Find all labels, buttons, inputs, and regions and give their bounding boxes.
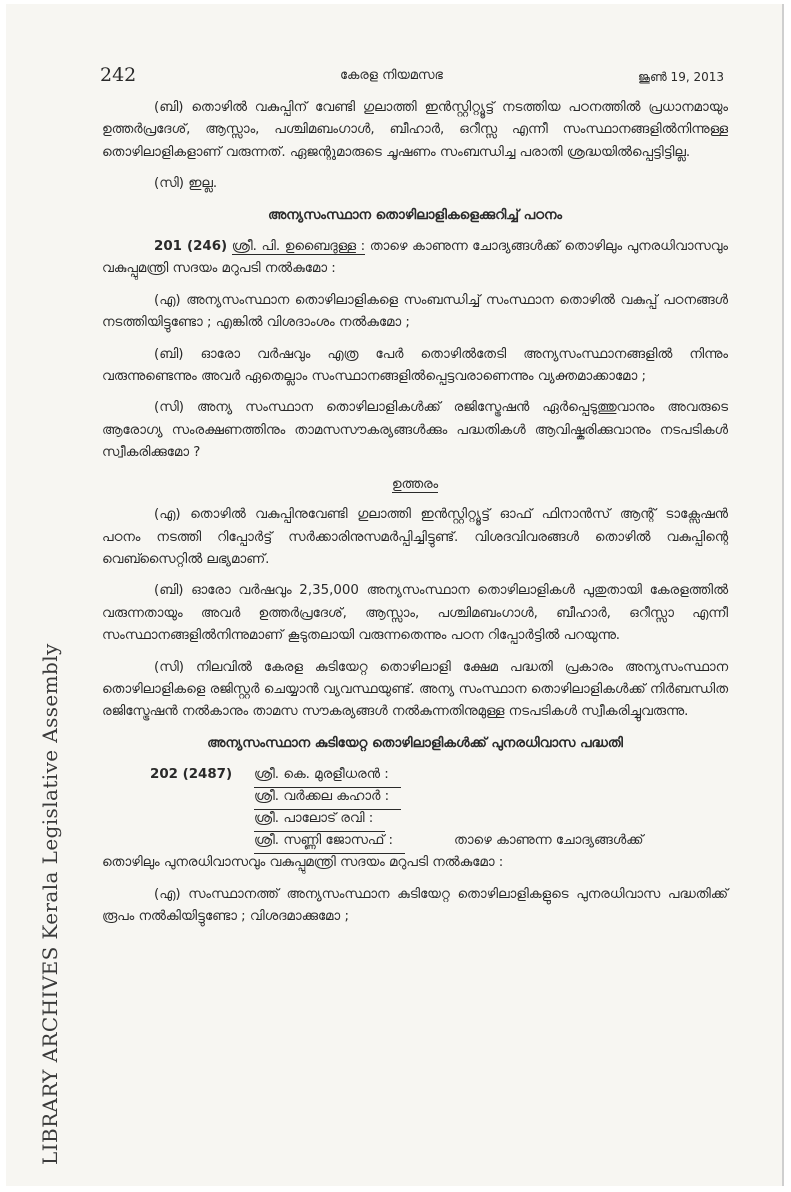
- page-header: [100, 64, 724, 88]
- previous-answer-b: (ബി) തൊഴിൽ വകുപ്പിന് വേണ്ടി ഗുലാത്തി ഇൻസ്റ്റിറ്റ്യൂട്ട് നടത്തിയ പഠനത്തിൽ പ്രധാനമായും ഉത്തർപ്രദേശ്, ആസ്സാം, പശ്ചിമബംഗാൾ, ബീഹാർ, ഒറീസ്സ എന്നീ സംസ്ഥാനങ്ങളിൽനിന്നുള്ള തൊഴിലാളികളാണ് വരുന്നത്. ഏജന്റുമാരുടെ ചൂഷണം സംബന്ധിച്ച പരാതി ശ്രദ്ധയിൽപ്പെട്ടിട്ടില്ല.: [102, 100, 728, 160]
- question-201-intro: [102, 236, 728, 281]
- question-202-intro: [102, 764, 728, 852]
- answer-heading: [102, 474, 728, 496]
- question-201-heading: അന്യസംസ്ഥാന തൊഴിലാളികളെക്കുറിച്ച് പഠനം: [267, 207, 563, 223]
- page-number: 242: [100, 64, 137, 86]
- question-202-member: ശ്രീ. സണ്ണി ജോസഫ് :: [254, 830, 405, 853]
- previous-answer-c: (സി) ഇല്ല.: [154, 176, 218, 192]
- answer-part-c: (സി) നിലവിൽ കേരള കുടിയേറ്റ തൊഴിലാളി ക്ഷേമ പദ്ധതി പ്രകാരം അന്യസംസ്ഥാന തൊഴിലാളികളെ രജിസ്റ്റർ ചെയ്യാൻ വ്യവസ്ഥയുണ്ട്. അന്യ സംസ്ഥാന തൊഴിലാളികൾക്ക് നിർബന്ധിത രജിസ്ട്രേഷൻ നൽകാനും താമസ സൗകര്യങ്ങൾ നൽകുന്നതിനുമുള്ള നടപടികൾ സ്വീകരിച്ചുവരുന്നു.: [102, 659, 728, 720]
- answer-part-b: (ബി) ഓരോ വർഷവും 2,35,000 അന്യസംസ്ഥാന തൊഴിലാളികൾ പുതുതായി കേരളത്തിൽ വരുന്നതായും അവർ ഉത്തർപ്രദേശ്, ആസ്സാം, പശ്ചിമബംഗാൾ, ബീഹാർ, ഒറീസ്സാ എന്നീ സംസ്ഥാനങ്ങളിൽനിന്നുമാണ് കൂടുതലായി വരുന്നതെന്നും പഠന റിപ്പോർട്ടിൽ പറയുന്നു.: [102, 583, 728, 644]
- question-202-number: 202 (2487): [150, 767, 233, 783]
- question-201-text: താഴെ കാണുന്ന ചോദ്യങ്ങൾക്ക് തൊഴിലും പുനരധിവാസവും വകുപ്പുമന്ത്രി സദയം മറുപടി നൽകുമോ :: [102, 239, 729, 277]
- question-201-member: ശ്രീ. പി. ഉബൈദുള്ള :: [231, 239, 366, 255]
- document-body: [102, 97, 728, 937]
- header-title: കേരള നിയമസഭ: [340, 68, 443, 83]
- question-201-number: 201 (246): [154, 239, 228, 255]
- question-201-part-c: (സി) അന്യ സംസ്ഥാന തൊഴിലാളികൾക്ക് രജിസ്ട്രേഷൻ ഏർപ്പെടുത്തുവാനും അവരുടെ ആരോഗ്യ സംരക്ഷണത്തിനും താമസസൗകര്യങ്ങൾക്കും പദ്ധതികൾ ആവിഷ്കരിക്കുവാനും നടപടികൾ സ്വീകരിക്കുമോ ?: [102, 400, 728, 461]
- question-202-member: ശ്രീ. പാലോട് രവി :: [254, 808, 385, 831]
- answer-part-a: (എ) തൊഴിൽ വകുപ്പിനുവേണ്ടി ഗുലാത്തി ഇൻസ്റ്റിറ്റ്യൂട്ട് ഓഫ് ഫിനാൻസ് ആന്റ് ടാക്സേഷൻ പഠനം നടത്തി റിപ്പോർട്ട് സർക്കാരിനുസമർപ്പിച്ചിട്ടുണ്ട്. വിശദവിവരങ്ങൾ തൊഴിൽ വകുപ്പിന്റെ വെബ്സൈറ്റിൽ ലഭ്യമാണ്.: [102, 507, 728, 567]
- archive-watermark: LIBRARY ARCHIVES Kerala Legislative Assembly: [38, 643, 62, 1165]
- question-201-part-b: (ബി) ഓരോ വർഷവും എത്ര പേർ തൊഴിൽതേടി അന്യസംസ്ഥാനങ്ങളിൽ നിന്നും വരുന്നുണ്ടെന്നും അവർ ഏതെല്ലാം സംസ്ഥാനങ്ങളിൽപ്പെട്ടവരാണെന്നും വ്യക്തമാക്കാമോ ;: [102, 346, 728, 385]
- question-202-tail: താഴെ കാണുന്ന ചോദ്യങ്ങൾക്ക്: [454, 833, 644, 849]
- header-date: ജൂൺ 19, 2013: [638, 70, 724, 84]
- question-202-part-a: (എ) സംസ്ഥാനത്ത് അന്യസംസ്ഥാന കുടിയേറ്റ തൊഴിലാളികളുടെ പുനരധിവാസ പദ്ധതിക്ക് രൂപം നൽകിയിട്ടുണ്ടോ ; വിശദമാക്കുമോ ;: [102, 886, 728, 924]
- question-202-member: ശ്രീ. കെ. മുരളീധരൻ :: [254, 764, 401, 787]
- question-202-text: തൊഴിലും പുനരധിവാസവും വകുപ്പുമന്ത്രി സദയം മറുപടി നൽകുമോ :: [102, 855, 504, 871]
- answer-label: ഉത്തരം: [391, 476, 439, 492]
- question-202-member: ശ്രീ. വർക്കല കഹാർ :: [254, 786, 401, 809]
- question-202-heading: അന്യസംസ്ഥാന കുടിയേറ്റ തൊഴിലാളികൾക്ക് പുനരധിവാസ പദ്ധതി: [207, 735, 623, 751]
- question-201-part-a: (എ) അന്യസംസ്ഥാന തൊഴിലാളികളെ സംബന്ധിച്ച് സംസ്ഥാന തൊഴിൽ വകുപ്പ് പഠനങ്ങൾ നടത്തിയിട്ടുണ്ടോ ; എങ്കിൽ വിശദാംശം നൽകുമോ ;: [102, 292, 728, 331]
